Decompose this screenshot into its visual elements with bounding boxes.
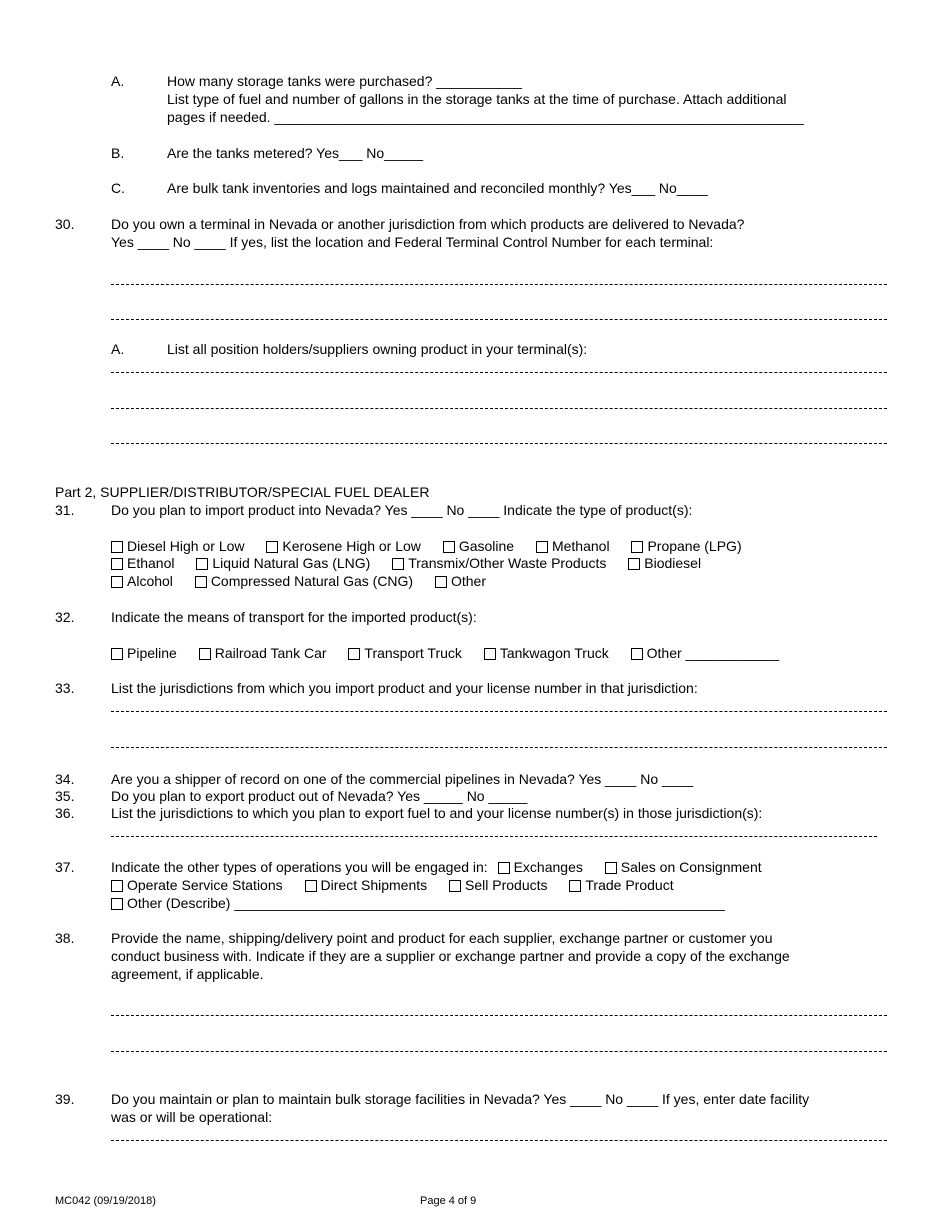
checkbox[interactable] bbox=[435, 576, 447, 588]
footer-form-id: MC042 (09/19/2018) bbox=[55, 1195, 156, 1207]
q30-a-answer-line[interactable] bbox=[111, 443, 887, 444]
q31-options-row2 bbox=[111, 555, 719, 572]
q30-a-answer-line[interactable] bbox=[111, 372, 887, 373]
checkbox[interactable] bbox=[111, 576, 123, 588]
part2-heading: Part 2, SUPPLIER/DISTRIBUTOR/SPECIAL FUEL DEALER bbox=[55, 484, 430, 500]
q29-a-question-line2: List type of fuel and number of gallons in the storage tanks at the time of purchase. Attach additional bbox=[167, 91, 787, 107]
checkbox[interactable] bbox=[605, 862, 617, 874]
q32-options bbox=[111, 645, 797, 662]
checkbox[interactable] bbox=[111, 541, 123, 553]
q31-option-gasoline[interactable] bbox=[443, 538, 514, 555]
q31-option-alcohol[interactable] bbox=[111, 573, 173, 590]
q29-a-label: A. bbox=[111, 73, 125, 89]
q33-number: 33. bbox=[55, 680, 75, 696]
checkbox[interactable] bbox=[305, 880, 317, 892]
checkbox[interactable] bbox=[111, 558, 123, 570]
option-label: Operate Service Stations bbox=[127, 877, 283, 893]
option-label: Exchanges bbox=[513, 859, 583, 875]
checkbox[interactable] bbox=[443, 541, 455, 553]
q30-question: Do you own a terminal in Nevada or another jurisdiction from which products are delivered to Nevada? bbox=[111, 216, 745, 232]
q31-option-propane[interactable] bbox=[631, 538, 741, 555]
checkbox[interactable] bbox=[569, 880, 581, 892]
q31-option-other[interactable] bbox=[435, 573, 486, 590]
q31-option-lng[interactable] bbox=[196, 555, 370, 572]
q37-option-sell-products[interactable] bbox=[449, 877, 547, 894]
q37-option-other-row bbox=[111, 895, 743, 912]
option-label: Biodiesel bbox=[644, 555, 702, 571]
q36-question: List the jurisdictions to which you plan to export fuel to and your license number(s) in those jurisdiction(s): bbox=[111, 805, 763, 821]
q37-option-trade-product[interactable] bbox=[569, 877, 673, 894]
q31-option-diesel[interactable] bbox=[111, 538, 245, 555]
option-label: Alcohol bbox=[127, 573, 173, 589]
q38-question-line2: conduct business with. Indicate if they are a supplier or exchange partner and provide a copy of the exchange bbox=[111, 948, 790, 964]
option-label: Propane (LPG) bbox=[647, 538, 742, 554]
option-label: Diesel High or Low bbox=[127, 538, 245, 554]
q31-options-row3 bbox=[111, 573, 504, 590]
checkbox[interactable] bbox=[449, 880, 461, 892]
q32-option-railroad[interactable] bbox=[199, 645, 327, 662]
option-label: Gasoline bbox=[458, 538, 515, 554]
checkbox[interactable] bbox=[536, 541, 548, 553]
q32-question: Indicate the means of transport for the imported product(s): bbox=[111, 609, 477, 625]
q30-number: 30. bbox=[55, 216, 75, 232]
q29-c-question: Are bulk tank inventories and logs maintained and reconciled monthly? Yes___ No____ bbox=[167, 180, 708, 196]
q33-answer-line[interactable] bbox=[111, 747, 887, 748]
q34-number: 34. bbox=[55, 771, 75, 787]
q32-number: 32. bbox=[55, 609, 75, 625]
option-label: Compressed Natural Gas (CNG) bbox=[210, 573, 414, 589]
q32-option-pipeline[interactable] bbox=[111, 645, 177, 662]
q37-options-row2 bbox=[111, 877, 692, 894]
q37-option-direct-shipments[interactable] bbox=[305, 877, 428, 894]
checkbox[interactable] bbox=[199, 648, 211, 660]
checkbox[interactable] bbox=[628, 558, 640, 570]
q31-option-cng[interactable] bbox=[195, 573, 413, 590]
option-label: Other bbox=[450, 573, 486, 589]
checkbox[interactable] bbox=[498, 862, 510, 874]
q37-option-other[interactable] bbox=[111, 895, 725, 912]
q39-question: Do you maintain or plan to maintain bulk storage facilities in Nevada? Yes ____ No ____ If yes, enter date facility bbox=[111, 1091, 810, 1107]
checkbox[interactable] bbox=[631, 648, 643, 660]
option-label: Sell Products bbox=[465, 877, 548, 893]
checkbox[interactable] bbox=[111, 898, 123, 910]
checkbox[interactable] bbox=[392, 558, 404, 570]
option-label: Other ____________ bbox=[646, 645, 779, 661]
checkbox[interactable] bbox=[111, 648, 123, 660]
q38-number: 38. bbox=[55, 930, 75, 946]
option-label: Other (Describe) _______________________________________________________________ bbox=[127, 895, 725, 911]
q31-number: 31. bbox=[55, 502, 75, 518]
checkbox[interactable] bbox=[196, 558, 208, 570]
q36-answer-line[interactable] bbox=[111, 836, 877, 837]
option-label: Tankwagon Truck bbox=[499, 645, 609, 661]
q29-a-question: How many storage tanks were purchased? ___________ bbox=[167, 73, 522, 89]
q31-option-methanol[interactable] bbox=[536, 538, 610, 555]
option-label: Ethanol bbox=[127, 555, 175, 571]
checkbox[interactable] bbox=[111, 880, 123, 892]
q30-answer-line[interactable] bbox=[111, 284, 887, 285]
q37-option-exchanges[interactable] bbox=[498, 859, 583, 876]
q31-options-row1 bbox=[111, 538, 760, 555]
q31-option-ethanol[interactable] bbox=[111, 555, 174, 572]
q30-question-line2: Yes ____ No ____ If yes, list the location and Federal Terminal Control Number for each terminal: bbox=[111, 234, 714, 250]
q37-option-consignment[interactable] bbox=[605, 859, 762, 876]
option-label: Liquid Natural Gas (LNG) bbox=[212, 555, 371, 571]
q37-question-row bbox=[111, 859, 780, 876]
q39-answer-line[interactable] bbox=[111, 1140, 887, 1141]
option-label: Methanol bbox=[551, 538, 610, 554]
q30-answer-line[interactable] bbox=[111, 319, 887, 320]
q39-question-line2: was or will be operational: bbox=[111, 1109, 273, 1125]
option-label: Sales on Consignment bbox=[620, 859, 762, 875]
q37-option-service-stations[interactable] bbox=[111, 877, 283, 894]
q30-a-label: A. bbox=[111, 341, 125, 357]
q33-answer-line[interactable] bbox=[111, 711, 887, 712]
q37-number: 37. bbox=[55, 859, 75, 875]
q31-option-transmix[interactable] bbox=[392, 555, 606, 572]
q38-question: Provide the name, shipping/delivery point and product for each supplier, exchange partner or customer you bbox=[111, 930, 773, 946]
checkbox[interactable] bbox=[348, 648, 360, 660]
footer-page-number: Page 4 of 9 bbox=[420, 1195, 477, 1207]
option-label: Kerosene High or Low bbox=[282, 538, 421, 554]
option-label: Trade Product bbox=[585, 877, 674, 893]
option-label: Transmix/Other Waste Products bbox=[408, 555, 607, 571]
checkbox[interactable] bbox=[484, 648, 496, 660]
q30-a-answer-line[interactable] bbox=[111, 408, 887, 409]
option-label: Direct Shipments bbox=[320, 877, 428, 893]
checkbox[interactable] bbox=[266, 541, 278, 553]
q32-option-other[interactable] bbox=[631, 645, 779, 662]
q32-option-tankwagon[interactable] bbox=[484, 645, 609, 662]
q39-number: 39. bbox=[55, 1091, 75, 1107]
checkbox[interactable] bbox=[195, 576, 207, 588]
q35-question: Do you plan to export product out of Nevada? Yes _____ No _____ bbox=[111, 788, 528, 804]
q29-c-label: C. bbox=[111, 180, 125, 196]
q38-answer-line[interactable] bbox=[111, 1051, 887, 1052]
q38-question-line3: agreement, if applicable. bbox=[111, 966, 264, 982]
checkbox[interactable] bbox=[631, 541, 643, 553]
q31-option-kerosene[interactable] bbox=[266, 538, 421, 555]
q37-question: Indicate the other types of operations you will be engaged in: bbox=[111, 859, 488, 875]
option-label: Railroad Tank Car bbox=[214, 645, 327, 661]
q32-option-transport-truck[interactable] bbox=[348, 645, 462, 662]
q29-b-label: B. bbox=[111, 145, 125, 161]
option-label: Pipeline bbox=[127, 645, 177, 661]
q29-b-question: Are the tanks metered? Yes___ No_____ bbox=[167, 145, 424, 161]
q31-question: Do you plan to import product into Nevada? Yes ____ No ____ Indicate the type of product(s): bbox=[111, 502, 693, 518]
q38-answer-line[interactable] bbox=[111, 1015, 887, 1016]
q31-option-biodiesel[interactable] bbox=[628, 555, 701, 572]
q29-a-question-line3: pages if needed. ____________________________________________________________________ bbox=[167, 109, 804, 125]
q35-number: 35. bbox=[55, 788, 75, 804]
option-label: Transport Truck bbox=[364, 645, 462, 661]
q30-a-question: List all position holders/suppliers owning product in your terminal(s): bbox=[167, 341, 588, 357]
q34-question: Are you a shipper of record on one of the commercial pipelines in Nevada? Yes ____ No ____ bbox=[111, 771, 694, 787]
q36-number: 36. bbox=[55, 805, 75, 821]
q33-question: List the jurisdictions from which you import product and your license number in that jurisdiction: bbox=[111, 680, 698, 696]
